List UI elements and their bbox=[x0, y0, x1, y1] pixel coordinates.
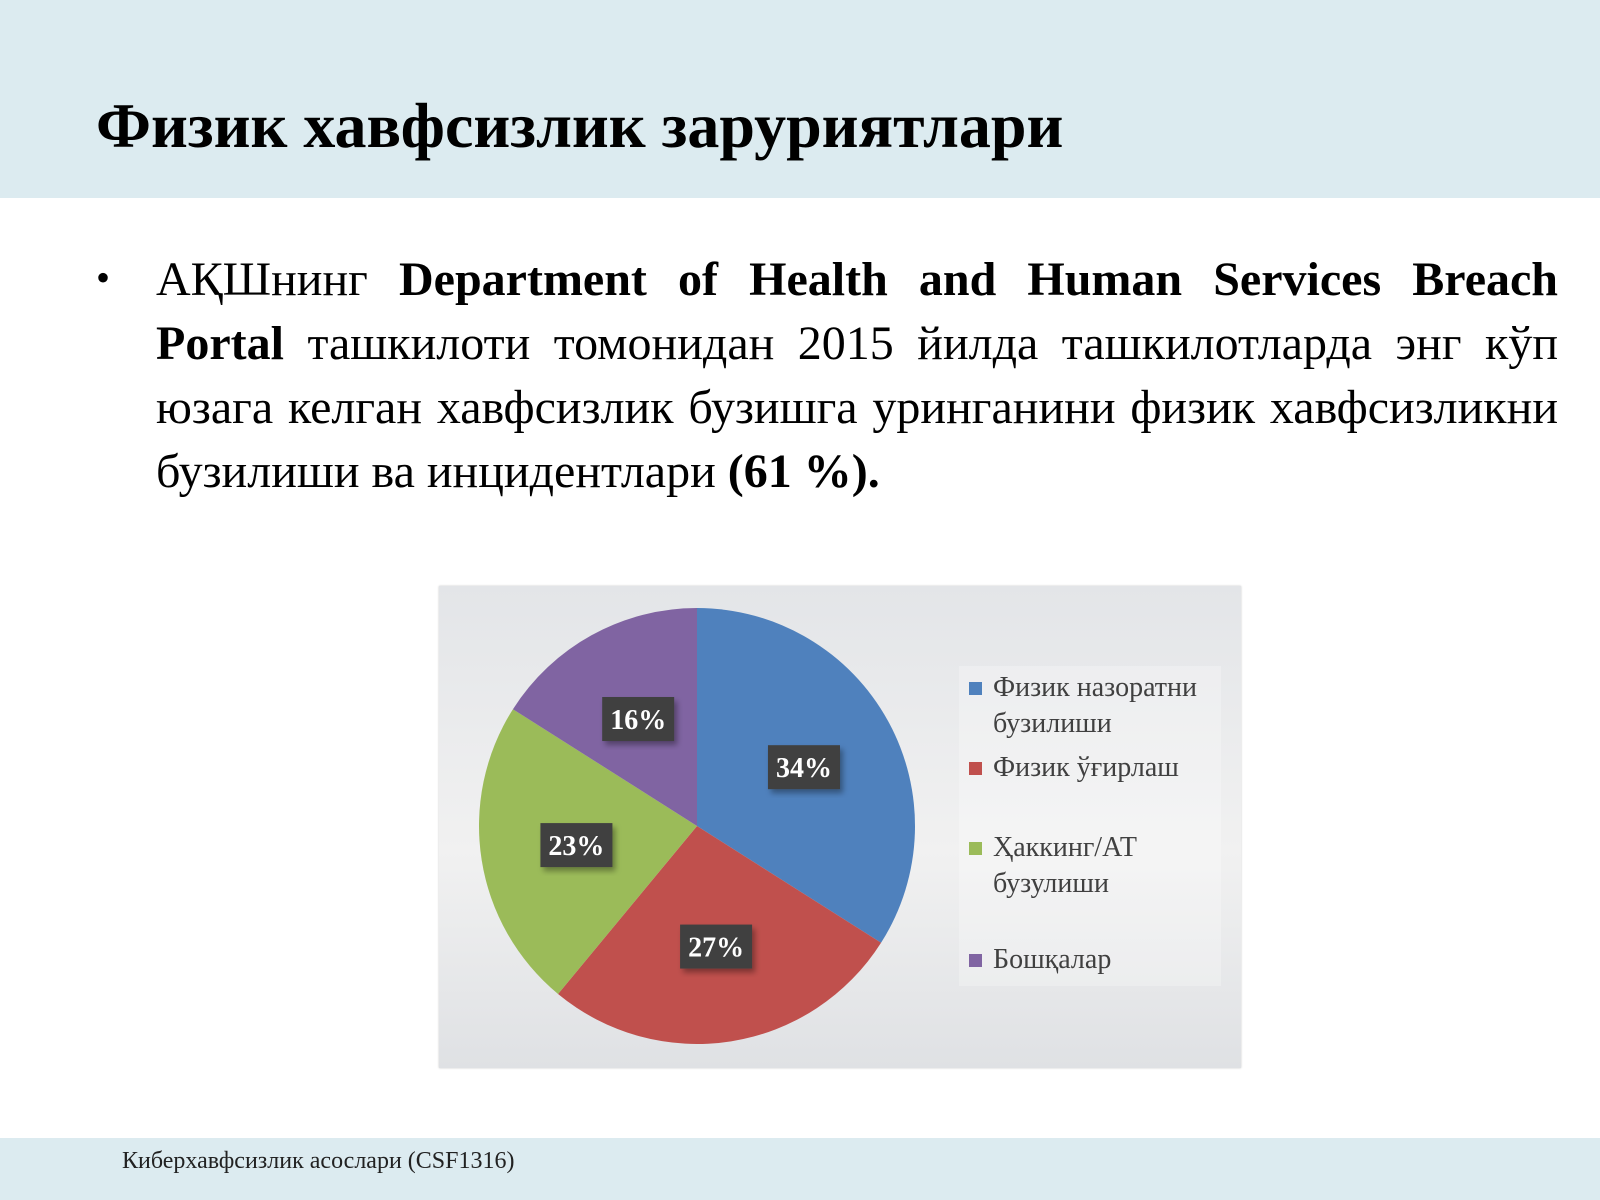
data-label-text: 23% bbox=[548, 831, 605, 863]
legend-label: Ҳаккинг/АТ бузулиши bbox=[993, 832, 1137, 899]
data-label-text: 27% bbox=[688, 932, 745, 964]
legend-label: Физик назоратни бузилиши bbox=[993, 672, 1197, 739]
legend-swatch bbox=[969, 762, 982, 775]
bullet-intro: АҚШнинг bbox=[156, 253, 368, 306]
bullet-organization: Department of Health and Human Services Breach Portal bbox=[156, 253, 1559, 370]
legend-swatch bbox=[969, 682, 982, 695]
legend-label: Бошқалар bbox=[993, 944, 1112, 975]
data-label bbox=[680, 925, 752, 969]
bullet-body: ташкилоти томонидан 2015 йилда ташкилотларда энг кўп юзага келган хавфсизлик бузишга уринганини физик хавфсизликни бузилиши ва инцидентлари bbox=[156, 317, 1559, 498]
data-label bbox=[540, 823, 612, 867]
data-label bbox=[768, 745, 840, 789]
chart-legend bbox=[959, 666, 1221, 986]
footer-course-title: Киберхавфсизлик асослари (CSF1316) bbox=[122, 1148, 515, 1174]
slide-title: Физик хавфсизлик заруриятлари bbox=[96, 90, 1064, 161]
data-label-text: 34% bbox=[775, 753, 832, 785]
bullet-dot: • bbox=[96, 255, 111, 300]
bullet-text bbox=[156, 248, 1558, 504]
pie-chart bbox=[439, 586, 1241, 1068]
legend-label: Физик ўғирлаш bbox=[993, 752, 1179, 783]
data-label-text: 16% bbox=[610, 705, 667, 737]
data-label bbox=[602, 697, 674, 741]
legend-swatch bbox=[969, 954, 982, 967]
bullet-percentage: (61 %). bbox=[727, 445, 880, 498]
legend-swatch bbox=[969, 842, 982, 855]
